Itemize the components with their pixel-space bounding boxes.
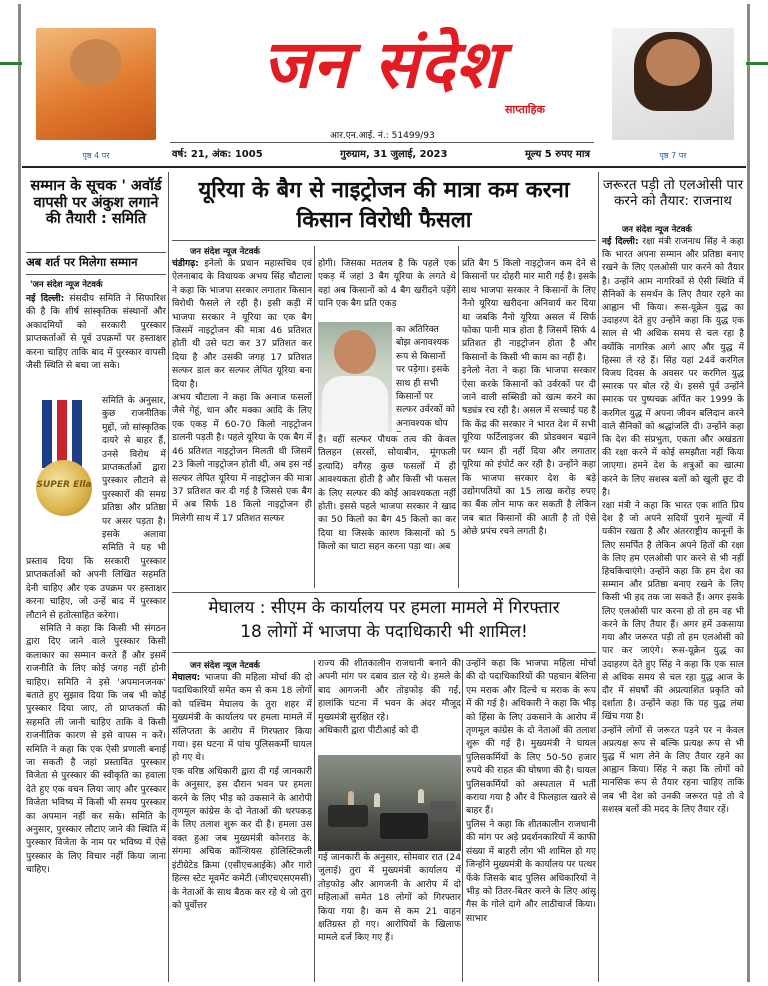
newspaper-title: जन संदेश (262, 26, 502, 103)
left-story-dateline: नई दिल्ली: (26, 294, 65, 304)
main-story-headline: यूरिया के बैग से नाइट्रोजन की मात्रा कम करना किसान विरोधी फैसला (198, 178, 570, 233)
issue-date: गुरुग्राम, 31 जुलाई, 2023 (340, 149, 448, 160)
main-story-dateline: चंडीगढ़: (172, 259, 199, 269)
bottom-story-dateline: मेघालय: (172, 673, 201, 683)
left-story-rule (26, 252, 166, 253)
masthead-bottom-rule (22, 166, 746, 168)
masthead-rule (170, 142, 594, 143)
main-col-rule-2 (458, 246, 459, 588)
bottom-story-col-3: उन्होंने कहा कि भाजपा महिला मोर्चा की दो पदाधिकारियों की पहचान बेलिना एम मराक और दिल्चे च मराक के रूप में की गई है। अधिकारी ने कहा कि भीड़ को हिंसा के लिए उकसाने के आरोप में तृणमूल कांग्रेस के दो नेताओं की तलाश शुरू की गई है। मुख्यमंत्री ने घायल पुलिसकर्मियों के लिए 50-50 हजार रुपये की राहत की घोषणा की है। घायल पुलिसकर्मियों को अस्पताल में भर्ती कराया गया है और वे फिलहाल खतरे से बाहर हैं। पुलिस ने कहा कि शीतकालीन राजधानी की मांग पर अड़े प्रदर्शनकारियों में काफी संख्या में बाहरी लोग भी शामिल हो गए जिन्होंने मुख्यमंत्री के कार्यालय पर पत्थर फेंके जिसके बाद पुलिस अधिकारियों ने भीड़ को तितर-बितर करने के लिए आंसू गैस के गोले दागे और लाठीचार्ज किया। साभार (466, 659, 596, 924)
left-portrait-image (36, 28, 156, 140)
main-story-rule (172, 240, 596, 241)
left-portrait-caption: पृष्ठ 4 पर (82, 151, 110, 160)
bottom-col-rule-2 (462, 660, 463, 982)
politician-photo (318, 322, 392, 432)
right-portrait-image (612, 28, 734, 140)
street-scene-photo (318, 755, 461, 851)
column-rule-right (598, 172, 599, 982)
bottom-story-col-2a: राज्य की शीतकालीन राजधानी बनाने की अपनी मांग पर दबाव डाल रहे थे। हमले के बाद आगजनी और तोड़फोड़ की गई, हालांकि घटना में भवन के अंदर मौजूद मुख्यमंत्री सुरक्षित रहे। अधिकारी द्वारा पीटीआई को दी (318, 659, 461, 737)
bottom-story-byline: जन संदेश न्यूज नेटवर्क (190, 661, 260, 671)
right-portrait-caption: पृष्ठ 7 पर (659, 151, 687, 160)
bottom-story-top-rule (172, 592, 596, 593)
bottom-story-col-2b: गई जानकारी के अनुसार, सोमवार रात (24 जुलाई) तुरा में मुख्यमंत्री कार्यालय में तोड़फोड़ और आगजनी के आरोप में दो महिलाओं समेत 18 लोगों को गिरफ्तार किया गया है। कम से कम 21 वाहन क्षतिग्रस्त हो गए। आरोपियों के खिलाफ मामले दर्ज किए गए हैं। (318, 853, 461, 944)
main-story-col-1: चंडीगढ़: इनेलो के प्रधान महासचिव एवं ऐलनाबाद के विधायक अभय सिंह चौटाला ने कहा कि भाजपा सरकार लगातार किसान विरोधी फैसले ले रही है। इसी कड़ी में भाजपा सरकार ने यूरिया का एक बैग जिसमें नाइट्रोजन की मात्रा 46 प्रतिशत होती थी उसे घटा कर 37 प्रतिशत कर दिया है और उसकी जगह 17 प्रतिशत सल्फर डाल कर सल्फर लेपित यूरिया बना दिया है। अभय चौटाला ने कहा कि अनाज फसलों जैसे गेहूं, धान और मक्का आदि के लिए एक एकड़ में 60-70 किलो नाइट्रोजन डालनी पड़ती है। पहले यूरिया के एक बैग में 46 प्रतिशत नाइट्रोजन मिलती थी जिसमें 23 किलो नाइट्रोजन होती थी, अब इस नई सल्फर लेपित यूरिया में नाइट्रोजन की मात्रा 37 प्रतिशत कर दी गई है जिससे एक बैग में अब सिर्फ 18 किलो नाइट्रोजन ही मिलेगी साथ में 17 प्रतिशत सल्फर (172, 259, 312, 524)
left-story-rule-2 (26, 274, 166, 275)
right-story-dateline: नई दिल्ली: (602, 237, 639, 247)
left-story-para-1: नई दिल्ली: संसदीय समिति ने सिफारिश की है कि शीर्ष सांस्कृतिक संस्थानों और अकादमियों को सरकारी पुरस्कार प्राप्तकर्ताओं से पूर्व उपक्रमों पर हस्ताक्षर करना चाहिए ताकि बाद में पुरस्कार वापसी जैसी स्थिति से बचा जा सके। (26, 294, 166, 372)
left-story-byline: 'जन संदेश न्यूज नेटवर्क (30, 280, 103, 290)
left-story-para-2: समिति के अनुसार, कुछ राजनीतिक मुद्दों, जो सांस्कृतिक दायरे से बाहर हैं, उनसे विरोध में प्राप्तकर्ताओं द्वारा पुरस्कार लौटाने से पुरस्कारों की समग्र प्रतिष्ठा और प्रतिष्ठा पर असर पड़ता है। इसके अलावा समिति ने यह भी प्रस्ताव दिया कि सरकारी पुरस्कार प्राप्तकर्ताओं को अपनी लिखित सहमति देनी चाहिए और एक उपक्रम पर हस्ताक्षर करना चाहिए, जो उन्हें बाद में पुरस्कार लौटाने से हतोत्साहित करेगा। समिति ने कहा कि किसी भी संगठन द्वारा दिए जाने वाले पुरस्कार किसी कलाकार का सम्मान करते हैं और इसमें राजनीति के लिए कोई जगह नहीं होनी चाहिए। समिति ने इसे 'अपमानजनक' बताते हुए सुझाव दिया कि जब भी कोई पुरस्कार दिया जाए, तो प्राप्तकर्ता की सहमति ली जानी चाहिए ताकि वे किसी राजनीतिक कारण से इसे वापस न करें। समिति ने कहा कि एक ऐसी प्रणाली बनाई जा सकती है जहां प्रस्तावित पुरस्कार विजेता से पुरस्कार की स्वीकृति का हवाला देते हुए एक वचन लिया जाए और पुरस्कार विजेता भविष्य में किसी भी समय पुरस्कार का अपमान नहीं कर सके। समिति के अनुसार, पुरस्कार लौटाए जाने की स्थिति में पुरस्कार विजेता के नाम पर भविष्य में ऐसे पुरस्कार के लिए विचार नहीं किया जाना चाहिए। (26, 396, 166, 876)
left-story-subhead: अब शर्त पर मिलेगा सम्मान (26, 255, 138, 269)
bottom-story-col-1: मेघालय: भाजपा की महिला मोर्चा की दो पदाधिकारियों समेत कम से कम 18 लोगों को पश्चिम मेघालय के तुरा शहर में मुख्यमंत्री के कार्यालय पर हमला मामले में संलिप्तता के आरोप में गिरफ्तार किया गया। इस घटना में पांच पुलिसकर्मी घायल हो गए थे। एक वरिष्ठ अधिकारी द्वारा दी गई जानकारी के अनुसार, इस दौरान भवन पर हमला करने के लिए भीड़ को उकसाने के आरोपी तृणमूल कांग्रेस के दो नेताओं की धरपकड़ के लिए तलाश शुरू कर दी है। हमला उस वक्त हुआ जब मुख्यमंत्री कोनराड के. संगमा अचिक कॉन्शियस होलिस्टिकली इंटीग्रेटेड क्रिमा (एसीएचआईके) और गारो हिल्स स्टेट मूवमेंट कमेटी (जीएचएसएमसी) के नेताओं के साथ बैठक कर रहे थे जो तुरा को पूर्वोत्तर (172, 673, 312, 911)
main-story-col-2b: का अतिरिक्त बोझ अनावश्यक रूप से किसानों पर पड़ेगा। इसके साथ ही सभी किसानों पर सल्फर उर्वरकों को अनावश्यक थोप (396, 325, 455, 429)
main-story-byline: जन संदेश न्यूज नेटवर्क (190, 247, 260, 257)
bottom-story-rule (172, 652, 596, 653)
right-story-byline: जन संदेश न्यूज नेटवर्क (622, 225, 692, 235)
issue-volume: वर्ष: 21, अंक: 1005 (172, 149, 263, 160)
left-story-para-3: समिति ने कहा कि किसी भी संगठन द्वारा दिए जाने वाले पुरस्कार किसी कलाकार का सम्मान करते हैं और इसमें राजनीति के लिए कोई जगह नहीं होनी चाहिए। समिति ने इसे 'अपमानजनक' बताते हुए सुझाव दिया कि जब भी कोई पुरस्कार दिया जाए, तो प्राप्तकर्ता की सहमति ली जानी चाहिए ताकि वे किसी राजनीतिक कारण से इसे वापस न करें। समिति ने कहा कि एक ऐसी प्रणाली बनाई जा सकती है जहां प्रस्तावित पुरस्कार विजेता से पुरस्कार की स्वीकृति का हवाला देते हुए एक वचन लिया जाए और पुरस्कार विजेता भविष्य में किसी भी समय पुरस्कार का अपमान नहीं कर सके। समिति के अनुसार, पुरस्कार लौटाए जाने की स्थिति में पुरस्कार विजेता के नाम पर भविष्य में ऐसे पुरस्कार के लिए विचार नहीं किया जाना चाहिए। (26, 623, 166, 876)
main-story-col-2c: है। वहीं सल्फर पौधक तत्व की केवल तिलहन (सरसों, सोयाबीन, मूंगफली इत्यादि) वगैरह कुछ फसलों में ही आवश्यकता होती है और किसी भी फसल के लिए सल्फर की कोई आवश्यकता नहीं होती। इससे पहले भाजपा सरकार ने खाद का 50 किलो का बैग 45 किलो का कर दिया था जिसके कारण किसानों को 5 किलो का घाटा सहन करना पड़ा था। अब (318, 435, 456, 553)
medal-wrap-space (26, 395, 102, 545)
bottom-col-rule-1 (314, 660, 315, 982)
medal-text: SUPER Ella (36, 480, 92, 490)
right-story-headline: जरूरत पड़ी तो एलओसी पार करने को तैयार: राजनाथ (602, 177, 744, 209)
main-story-col-3: प्रति बैग 5 किलो नाइट्रोजन कम देने से किसानों पर दोहरी मार मारी गई है। इसके साथ भाजपा सरकार ने किसानों के लिए नैनो यूरिया खरीदना अनिवार्य कर दिया था जबकि नैनो यूरिया असल में सिर्फ फोका पानी मात्र होता है जिसमें सिर्फ 4 प्रतिशत ही नाइट्रोजन होता है और किसानों के किसी भी काम का नहीं है। इनेलो नेता ने कहा कि भाजपा सरकार ऐसा करके किसानों को उर्वरकों पर दी जाने वाली सब्सिडी को खत्म करने का षड्यंत्र रच रही है। असल में सच्चाई यह है कि केंद्र की सरकार ने भारत देश में सभी यूरिया फर्टिलाइजर की प्रोडक्शन बढ़ाने पर ध्यान ही नहीं दिया और लगातार यूरिया को इंपोर्ट कर रही है। उन्होंने कहा कि भाजपा सरकार देश के बड़े उद्योगपतियों का 15 लाख करोड़ रुपए का बैंक लोन माफ कर सकती है लेकिन जब बात किसानों की आती है तो ऐसे ओछे प्रपंच रचने लगती है। (462, 259, 596, 538)
bottom-headline-line-2: 18 लोगों में भाजपा के पदाधिकारी भी शामिल! (240, 622, 528, 642)
left-edge-accent (0, 62, 22, 65)
issue-price: मूल्य 5 रुपए मात्र (524, 149, 590, 160)
newspaper-subtitle: साप्ताहिक (505, 103, 545, 116)
right-edge-accent (746, 62, 768, 65)
main-story-col-2a: होगी। जिसका मतलब है कि पहले एक एकड़ में जहां 3 बैग यूरिया के लगते थे वहां अब किसानों को 4 बैग खरीदने पड़ेंगे यानि एक बैग प्रति एकड़ (318, 259, 456, 310)
main-col-rule-1 (314, 246, 315, 588)
bottom-story-headline (172, 596, 596, 644)
issue-info-bar (172, 146, 590, 160)
left-story-headline: सम्मान के सूचक ' अवॉर्ड वापसी पर अंकुश लगाने की तैयारी : समिति (30, 178, 162, 228)
right-story-body: नई दिल्ली: रक्षा मंत्री राजनाथ सिंह ने कहा कि भारत अपना सम्मान और प्रतिष्ठा बनाए रखने के लिए एलओसी पार करने को तैयार है। उन्होंने आम नागरिकों से ऐसी स्थिति में सैनिकों के समर्थन के लिए तैयार रहने का आह्वान भी किया। रूस-यूक्रेन युद्ध का उदाहरण देते हुए उन्होंने कहा कि युद्ध एक साल से भी अधिक समय से चल रहा है क्योंकि नागरिक आगे आए और युद्ध में हिस्सा ले रहे हैं। सिंह यहां 24वें करगिल विजय दिवस के अवसर पर करगिल युद्ध स्मारक पर बोल रहे थे। इससे पूर्व उन्होंने स्मारक पर पुष्पचक्र अर्पित कर 1999 के करगिल युद्ध में अपना जीवन बलिदान करने वाले सैनिकों को श्रद्धांजलि दी। उन्होंने कहा कि देश की संप्रभुता, एकता और अखंडता की रक्षा करने में कोई समझौता नहीं किया जाएगा। हमने देश के शत्रुओं का खात्मा करने के लिए सशस्त्र बलों को खुली छूट दी है। रक्षा मंत्री ने कहा कि भारत एक शांति प्रिय देश है जो अपने सदियों पुराने मूल्यों में यकीन रखता है और अंतरराष्ट्रीय कानूनों के लिए समर्पित है लेकिन अपने हितों की रक्षा के लिए हम एलओसी पार करने से भी नहीं हिचकिचाएंगे। उन्होंने कहा कि हम देश का सम्मान और प्रतिष्ठा बनाए रखने के लिए किसी भी हद तक जा सकते हैं। अगर इसके लिए एलओसी पार करना हो तो हम वह भी करने के लिए तैयार हैं। अगर हमें उकसाया गया और जरूरत पड़ी तो हम एलओसी को पार कर जाएंगे। रूस-यूक्रेन युद्ध का उदाहरण देते हुए सिंह ने कहा कि एक साल से अधिक समय से चल रहा युद्ध आज के दौर में संघर्षों की अप्रत्याशित प्रकृति को दर्शाता है। उन्होंने कहा कि यह युद्ध लंबा खिंच गया है। उन्होंने लोगों से जरूरत पड़ने पर न केवल अप्रत्यक्ष रूप से बल्कि प्रत्यक्ष रूप से भी युद्ध में भाग लेने के लिए तैयार रहने का आह्वान किया। सिंह ने कहा कि लोगों को मानसिक रूप से तैयार रहना चाहिए ताकि जब भी देश को उनकी जरूरत पड़े तो वे सशस्त्र बलों की मदद के लिए तैयार रहें। (602, 237, 744, 815)
registration-number: आर.एन.आई. नं.: 51499/93 (330, 131, 435, 141)
column-rule-left (168, 172, 169, 982)
bottom-headline-line-1: मेघालय : सीएम के कार्यालय पर हमला मामले में गिरफ्तार (208, 598, 560, 618)
